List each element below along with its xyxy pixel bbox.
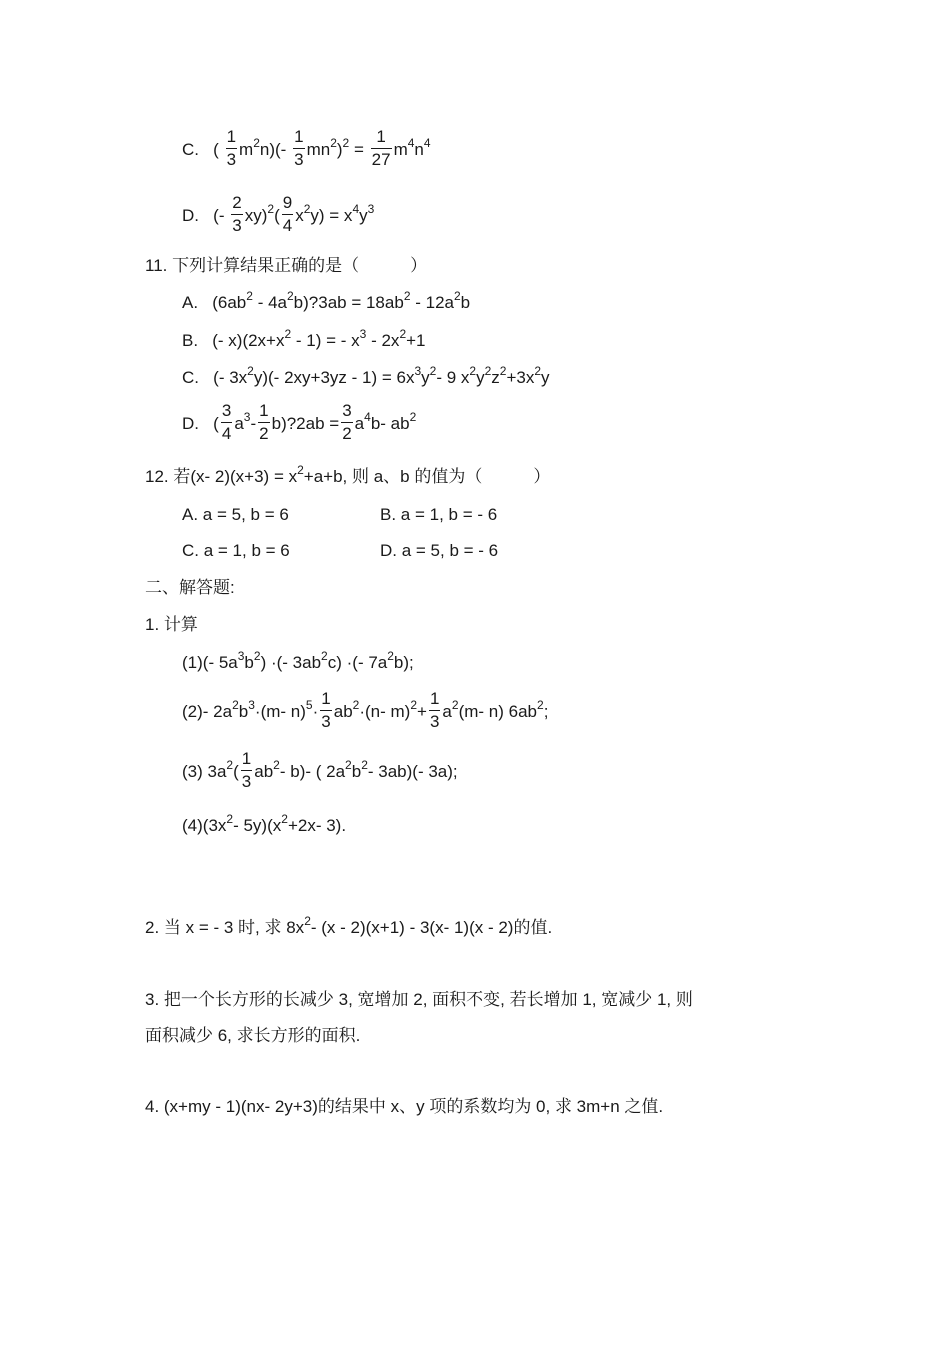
q11-option-a: A. ($6ab^2$ - $4a^2b)?3ab = 18ab^2 - 12a^2b$ bbox=[182, 289, 471, 312]
sub-question-3: (3) $3a^2$( $\frac{1}{3}$ $ab^2-$ b)- ( $2a^2b^2-$ 3ab)(- 3a); bbox=[182, 749, 458, 791]
q12-option-a: A. a = 5, b = 6 bbox=[182, 505, 289, 524]
fraction: $\frac{1}{3}$ bbox=[429, 689, 440, 731]
sub-question-4: $(4)(3x^2-$ $5y)(x^2+2x-$ 3). bbox=[182, 812, 347, 835]
fraction: $\frac{3}{4}$ bbox=[221, 401, 232, 443]
sub-question-2: (2)- $2a^2b^3\cdot(m-$ n)$^5$· $\frac{1}{3}$ $ab^2\cdot(n-$ m)$^2$+ $\frac{1}{3}$ $a^2(m-$ n) $6ab^2$; bbox=[182, 689, 549, 731]
q11-option-c: C. (- $3x^2y)(-$ $2xy+3yz - 1) = 6x^3y^2-$ 9 $x^2y^2z^2+3x^2y$ bbox=[182, 364, 550, 387]
q12-option-d: D. a = 5, b = - 6 bbox=[380, 541, 499, 560]
question-1-stem: 1. 计算 bbox=[145, 615, 198, 634]
fraction: $\frac{2}{3}$ bbox=[232, 193, 242, 235]
question-12-stem: 12. 若(x- $2)(x+3) = x^2+a+b$, 则 a、b 的值为（ ） bbox=[145, 463, 551, 486]
q12-option-b: B. a = 1, b = - 6 bbox=[380, 505, 498, 524]
q10-option-c: C. ( $\frac{1}{3}$ $m^2n)(-$ $\frac{1}{3}$ $mn^2)^2$ = $\frac{1}{27}$ $m^4n^4$ bbox=[182, 127, 431, 169]
fraction: $\frac{9}{4}$ bbox=[282, 193, 293, 235]
question-11-stem: 11. 下列计算结果正确的是（ ） bbox=[145, 256, 428, 275]
fraction: $\frac{1}{3}$ bbox=[294, 127, 304, 169]
fraction: $\frac{1}{2}$ bbox=[259, 401, 269, 443]
fraction: $\frac{1}{3}$ bbox=[321, 689, 331, 731]
question-3-line-2: 面积减少 6, 求长方形的面积. bbox=[145, 1026, 361, 1045]
q11-option-b: B. (- $x)(2x+x^2 - 1)$ = - $x^3 - 2x^2+1$ bbox=[182, 327, 426, 350]
section-title: 二、解答题: bbox=[145, 578, 235, 597]
question-2: 2. 当 x = - 3 时, 求 $8x^2-$ (x - 2)(x+1) - 3(x- 1)(x - 2)的值. bbox=[145, 914, 553, 937]
sub-question-1: (1)(- $5a^3b^2$) ·(- $3ab^2c$) ·(- $7a^2b$); bbox=[182, 649, 414, 672]
fraction: $\frac{1}{3}$ bbox=[226, 127, 237, 169]
fraction: $\frac{1}{27}$ bbox=[371, 127, 391, 169]
q11-option-d: D. ( $\frac{3}{4}$ $a^3-$ $\frac{1}{2}$ b)?2ab = $\frac{3}{2}$ $a^4b-$ $ab^2$ bbox=[182, 401, 417, 443]
question-4: 4. (x+my - 1)(nx- 2y+3)的结果中 x、y 项的系数均为 0, 求 3m+n 之值. bbox=[145, 1097, 664, 1116]
fraction: $\frac{3}{2}$ bbox=[342, 401, 352, 443]
q12-option-c: C. a = 1, b = 6 bbox=[182, 541, 290, 560]
fraction: $\frac{1}{3}$ bbox=[241, 749, 252, 791]
question-3-line-1: 3. 把一个长方形的长减少 3, 宽增加 2, 面积不变, 若长增加 1, 宽减少 1, 则 bbox=[145, 990, 693, 1009]
q10-option-d: D. (- $\frac{2}{3}$ xy)$^2$( $\frac{9}{4}$ $x^2y) = x^4y^3$ bbox=[182, 193, 375, 235]
